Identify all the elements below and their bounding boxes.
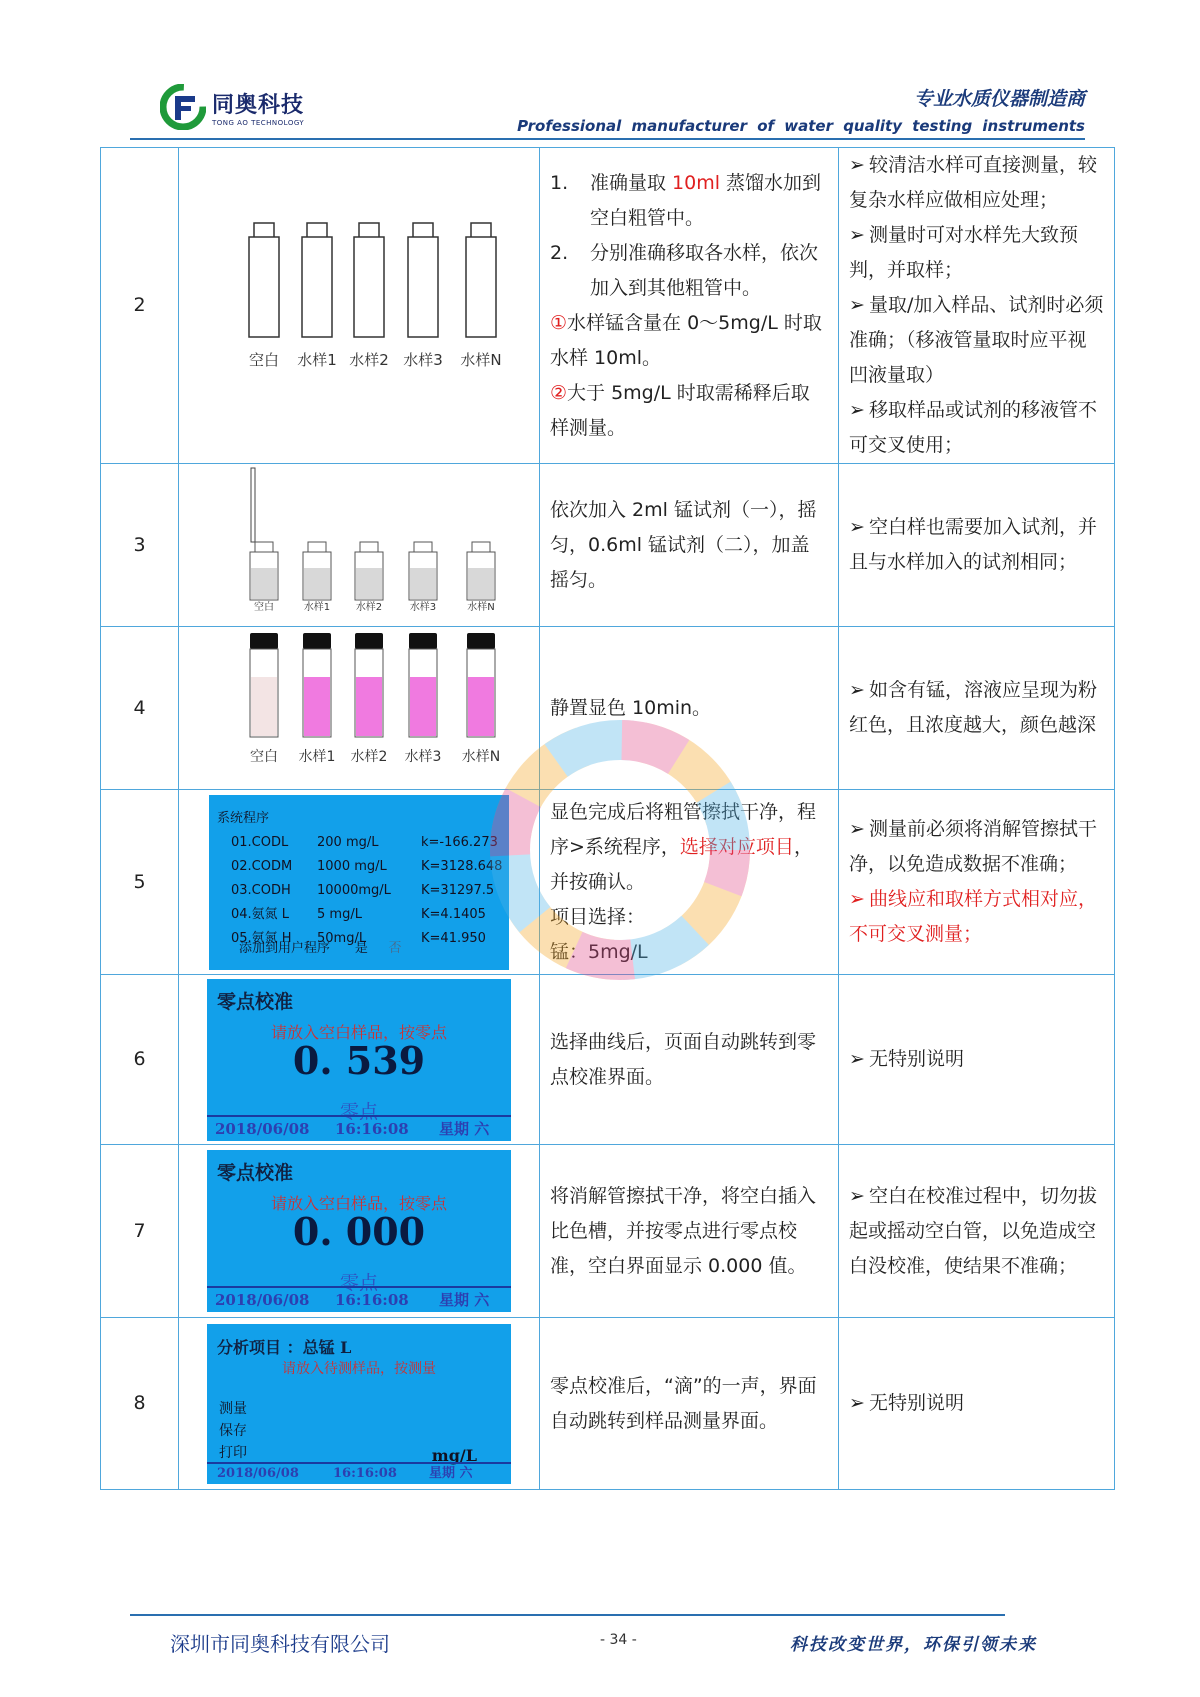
menu-measure: 测量 (219, 1400, 247, 1417)
screen-prompt: 请放入空白样品，按零点 (270, 1022, 447, 1042)
step-notes: ➢ 如含有锰，溶液应呈现为粉红色，且浓度越大，颜色越深 (839, 627, 1115, 790)
step-description: 选择曲线后，页面自动跳转到零点校准界面。 (540, 975, 839, 1145)
tube-label: 水样1 (297, 350, 337, 369)
menu-save: 保存 (219, 1422, 247, 1439)
step-image (179, 975, 540, 1145)
table-row (101, 790, 1115, 975)
step-description: 零点校准后，“滴”的一声，界面自动跳转到样品测量界面。 (540, 1318, 839, 1490)
step-number: 7 (101, 1145, 179, 1318)
reagent-tube (355, 542, 383, 600)
table-row (101, 975, 1115, 1145)
reagent-tube (303, 542, 331, 600)
arrow-bullet-icon: ➢ (849, 224, 865, 246)
step-number: 5 (101, 790, 179, 975)
step-notes: ➢ 空白在校准过程中，切勿拔起或摇动空白管，以免造成空白没校准，使结果不准确； (839, 1145, 1115, 1318)
arrow-bullet-icon: ➢ (849, 516, 865, 538)
step-description: 显色完成后将粗管擦拭干净，程序>系统程序，选择对应项目，并按确认。 项目选择： 锰：5mg/L (540, 790, 839, 975)
empty-tube (302, 223, 332, 337)
tube-label: 水样N (461, 749, 501, 765)
arrow-bullet-icon: ➢ (849, 1048, 865, 1070)
screen-date: 2018/06/08 (215, 1119, 310, 1138)
step-notes: ➢ 无特别说明 (839, 1318, 1115, 1490)
screen-title: 分析项目 ：总锰 L (217, 1337, 352, 1357)
step-image (179, 790, 540, 975)
screen-date: 2018/06/08 (215, 1291, 310, 1309)
tube-label: 空白 (254, 602, 274, 613)
arrow-bullet-icon: ➢ (849, 888, 865, 910)
footer-slogan: 科技改变世界，环保引领未来 (790, 1635, 1037, 1655)
arrow-bullet-icon: ➢ (849, 818, 865, 840)
pipette-icon (251, 468, 255, 542)
absorbance-value: 0. 539 (292, 1037, 426, 1083)
step-image (179, 1318, 540, 1490)
step-number: 3 (101, 464, 179, 627)
header-divider (130, 138, 1085, 140)
screen-weekday: 星期 六 (429, 1465, 473, 1481)
step-number: 4 (101, 627, 179, 790)
header-tagline (517, 84, 1085, 135)
logo-sub: TONG AO TECHNOLOGY (212, 118, 305, 127)
step-notes: ➢ 无特别说明 (839, 975, 1115, 1145)
empty-tube (249, 223, 279, 337)
screen-prompt: 请放入待测样品，按测量 (282, 1360, 436, 1377)
screen-menu (219, 1398, 247, 1464)
company-logo-icon (160, 84, 206, 130)
screen-prompt: 请放入空白样品，按零点 (270, 1194, 447, 1213)
empty-tubes-illustration (209, 215, 509, 385)
tube-label: 水样3 (403, 350, 443, 369)
tube-label: 水样3 (409, 602, 437, 613)
step-notes: ➢ 较清洁水样可直接测量，较复杂水样应做相应处理； ➢ 测量时可对水样先大致预判，并取样； ➢ 量取/加入样品、试剂时必须准确；（移液管量取时应平视凹液量取） ➢ 移取样品或试剂的移液管不可交叉使用； (839, 148, 1115, 464)
table-row (101, 464, 1115, 627)
tube-label: 水样2 (349, 350, 389, 369)
step-image (179, 627, 540, 790)
screen-date: 2018/06/08 (217, 1465, 299, 1481)
colored-tubes-illustration (209, 627, 509, 777)
arrow-bullet-icon: ➢ (849, 1392, 865, 1414)
screen-footer: 添加到用户程序 是 否 (239, 940, 402, 956)
step-description: 1. 准确量取 10ml 蒸馏水加到空白粗管中。 2. 分别准确移取各水样，依次加入到其他粗管中。 ①水样锰含量在 0～5mg/L 时取水样 10ml。 ②大于 5mg/L 时取需稀释后取样测量。 (540, 148, 839, 464)
screen-time: 16:16:08 (333, 1465, 397, 1481)
tube-label: 水样2 (355, 602, 383, 613)
footer-company: 深圳市同奥科技有限公司 (170, 1632, 390, 1656)
zero-label: 零点 (339, 1100, 378, 1123)
screen-statusbar (207, 1286, 511, 1312)
colored-tube (303, 633, 331, 737)
arrow-bullet-icon: ➢ (849, 154, 865, 176)
no-option: 否 (388, 940, 402, 956)
colored-tube (250, 633, 278, 737)
menu-print: 打印 (219, 1444, 247, 1461)
table-row (101, 1318, 1115, 1490)
zero-calibration-screen (207, 1150, 511, 1312)
step-description: 将消解管擦拭干净，将空白插入比色槽，并按零点进行零点校准，空白界面显示 0.000 值。 (540, 1145, 839, 1318)
program-item: 03.CODH 10000mg/L K=31297.5 (231, 882, 495, 898)
table-row (101, 148, 1115, 464)
empty-tube (354, 223, 384, 337)
tube-label: 空白 (250, 749, 278, 765)
reagent-tube (250, 542, 278, 600)
step-image (179, 148, 540, 464)
step-number: 6 (101, 975, 179, 1145)
table-row (101, 627, 1115, 790)
program-item: 02.CODM 1000 mg/L K=3128.648 (231, 858, 503, 874)
screen-unit: mg/L (431, 1445, 477, 1465)
system-program-screen (209, 795, 509, 970)
colored-tube (409, 633, 437, 737)
tagline-en: Professional manufacturer of water quality testing instruments (517, 117, 1085, 135)
arrow-bullet-icon: ➢ (849, 294, 865, 316)
zero-calibration-screen (207, 979, 511, 1141)
reagent-tube (409, 542, 437, 600)
measurement-screen (207, 1324, 511, 1484)
company-logo (160, 84, 304, 130)
program-item: 04.氨氮 L 5 mg/L K=4.1405 (231, 906, 486, 922)
tube-label: 水样2 (350, 749, 388, 765)
table-row (101, 1145, 1115, 1318)
colored-tube (355, 633, 383, 737)
screen-time: 16:16:08 (335, 1119, 409, 1138)
step-description: 静置显色 10min。 (540, 627, 839, 790)
absorbance-value: 0. 000 (292, 1209, 426, 1254)
program-item: 05.氨氮 H 50mg/L K=41.950 (231, 930, 486, 946)
page-number: - 34 - (600, 1632, 637, 1648)
tube-label: 水样N (460, 350, 502, 369)
tagline-cn: 专业水质仪器制造商 (913, 88, 1085, 110)
step-image (179, 1145, 540, 1318)
screen-title: 零点校准 (217, 1162, 294, 1184)
screen-statusbar (207, 1115, 511, 1141)
tube-label: 水样3 (404, 749, 442, 765)
footer-divider (130, 1614, 1005, 1616)
tube-label: 水样1 (298, 749, 336, 765)
screen-weekday: 星期 六 (439, 1291, 490, 1309)
arrow-bullet-icon: ➢ (849, 1184, 865, 1207)
step-notes: ➢ 空白样也需要加入试剂，并且与水样加入的试剂相同； (839, 464, 1115, 627)
step-description: 依次加入 2ml 锰试剂（一），摇匀，0.6ml 锰试剂（二），加盖摇匀。 (540, 464, 839, 627)
screen-time: 16:16:08 (335, 1291, 409, 1309)
screen-title: 零点校准 (217, 990, 294, 1013)
tube-label: 空白 (248, 350, 280, 369)
program-item: 01.CODL 200 mg/L k=-166.273 (231, 834, 498, 850)
step-image (179, 464, 540, 627)
arrow-bullet-icon: ➢ (849, 679, 865, 701)
tube-label: 水样1 (303, 602, 331, 613)
reagent-tube (467, 542, 495, 600)
yes-option: 是 (354, 940, 368, 956)
colored-tube (467, 633, 495, 737)
step-number: 2 (101, 148, 179, 464)
tube-label: 水样N (467, 602, 495, 613)
arrow-bullet-icon: ➢ (849, 399, 865, 421)
reagent-tubes-illustration (209, 464, 509, 614)
procedure-table (100, 147, 1115, 1490)
step-number: 8 (101, 1318, 179, 1490)
empty-tube (408, 223, 438, 337)
logo-name: 同奥科技 (212, 92, 305, 118)
step-notes: ➢ 测量前必须将消解管擦拭干净，以免造成数据不准确； ➢ 曲线应和取样方式相对应，不可交叉测量； (839, 790, 1115, 975)
zero-label: 零点 (339, 1272, 378, 1294)
screen-statusbar (207, 1462, 511, 1484)
empty-tube (466, 223, 496, 337)
screen-title: 系统程序 (217, 810, 270, 826)
screen-weekday: 星期 六 (439, 1119, 490, 1138)
